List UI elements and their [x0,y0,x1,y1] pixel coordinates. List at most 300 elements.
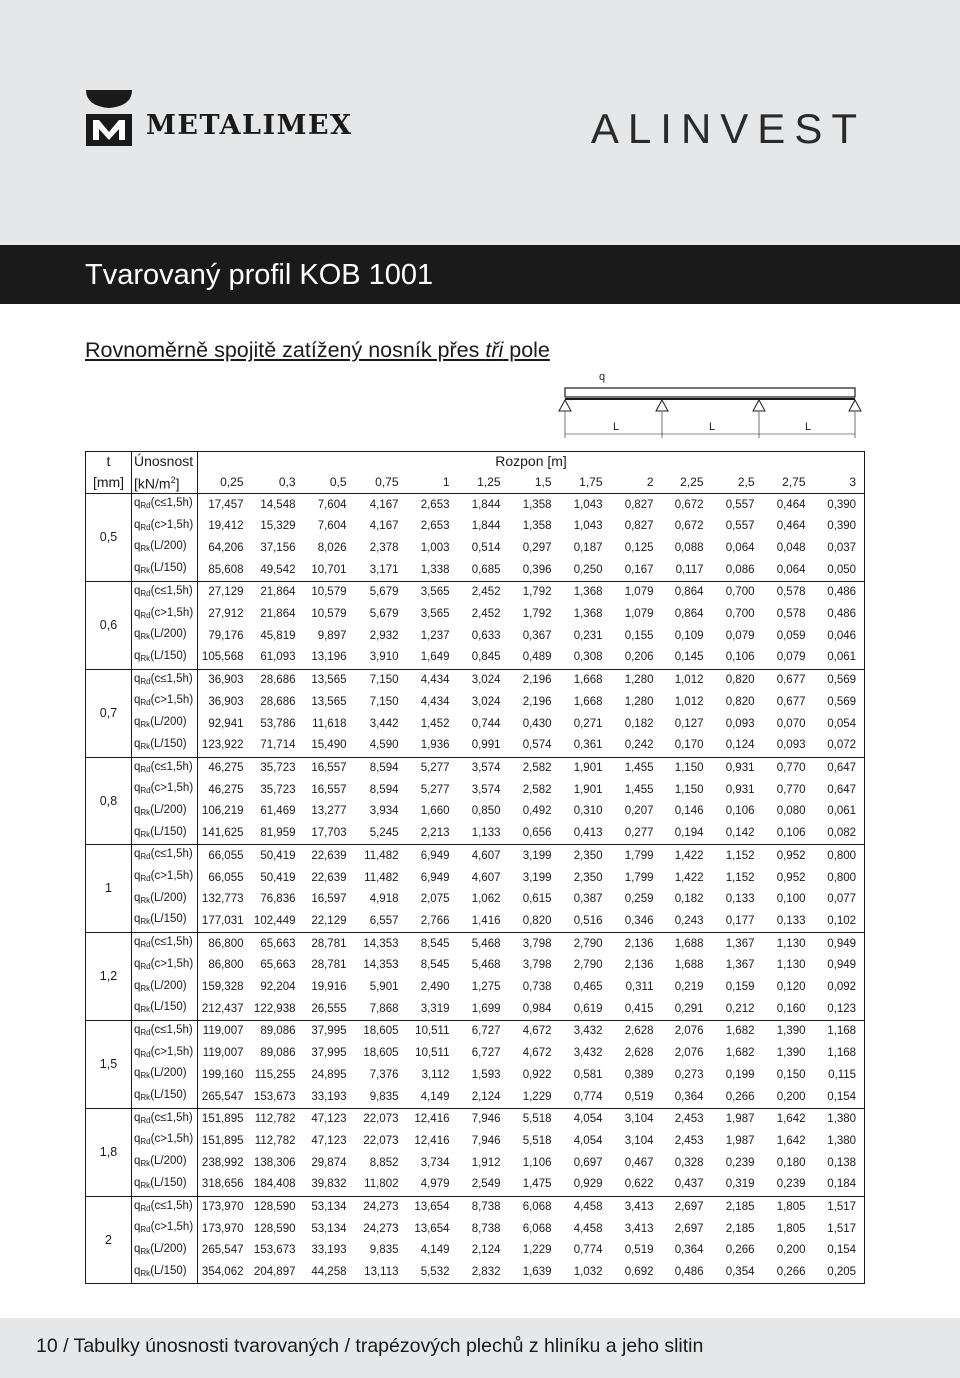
table-row [86,801,865,823]
value-cell: 2,453 [674,1113,704,1126]
value-cell: 0,615 [522,893,552,906]
value-cell: 0,048 [776,541,806,554]
value-cell: 1,792 [522,608,552,621]
footer-text: 10 / Tabulky únosnosti tvarovaných / trapézových plechů z hliníku a jeho slitin [36,1335,704,1357]
value-cell: 16,597 [311,893,347,906]
value-cell: 2,932 [369,629,399,642]
value-cell: 0,700 [725,608,755,621]
value-cell: 3,024 [471,695,501,708]
value-cell: 0,239 [725,1156,755,1169]
value-cell: 10,579 [311,586,347,599]
value-cell: 0,145 [662,647,712,669]
value-cell: 318,656 [198,1174,252,1196]
value-cell: 1,422 [674,871,704,884]
value-cell: 2,628 [624,1047,654,1060]
span-header-cell: 0,75 [355,471,407,494]
value-cell: 0,106 [725,805,755,818]
value-cell: 119,007 [202,1025,244,1038]
value-cell: 2,136 [624,959,654,972]
value-cell: 1,003 [420,541,450,554]
value-cell: 4,607 [471,871,501,884]
value-cell: 7,376 [369,1068,399,1081]
value-cell: 1,367 [725,959,755,972]
value-cell: 4,979 [407,1174,458,1196]
table-row [86,1086,865,1108]
table-row [86,933,865,955]
value-cell: 0,061 [814,647,865,669]
value-cell: 1,062 [471,893,501,906]
value-cell: 0,125 [624,541,654,554]
value-cell: 2,075 [420,893,450,906]
value-cell: 173,970 [201,1201,244,1214]
value-cell: 0,146 [674,805,704,818]
value-cell: 0,697 [573,1156,603,1169]
capacity-label-cell: $q_{Rk}(L/200)$ [132,977,198,999]
value-cell: 1,422 [674,849,704,862]
capacity-label-cell: $q_{Rd}(c\le 1,5h)$ [132,933,198,955]
value-cell: 0,931 [725,762,755,774]
value-cell: 2,549 [458,1174,509,1196]
value-cell: 6,949 [420,871,450,884]
value-cell: 22,639 [311,849,347,862]
value-cell: 2,653 [420,498,450,511]
value-cell: 2,124 [458,1086,509,1108]
value-cell: 71,714 [252,735,304,757]
value-cell: 0,207 [624,805,654,818]
value-cell: 0,557 [725,520,755,533]
value-cell: 1,682 [725,1047,755,1060]
value-cell: 22,639 [311,871,347,884]
support-3-icon [753,400,765,411]
value-cell: 2,582 [522,783,552,796]
value-cell: 0,827 [624,498,654,511]
value-cell: 3,413 [624,1222,654,1235]
value-cell: 0,182 [624,717,654,730]
table-row [86,1043,865,1065]
thickness-cell: 0,8 [86,757,132,845]
value-cell: 0,569 [814,669,865,691]
value-cell: 1,844 [471,520,501,533]
value-cell: 13,654 [414,1222,450,1235]
value-cell: 0,037 [814,537,865,559]
value-cell: 112,782 [254,1113,296,1126]
value-cell: 0,581 [573,1068,603,1081]
capacity-label-cell: $q_{Rd}(c>1,5h)$ [132,516,198,538]
value-cell: 1,032 [560,1262,611,1284]
value-cell: 0,931 [725,783,755,796]
value-cell: 1,517 [814,1196,865,1218]
value-cell: 66,055 [208,849,244,862]
span-header-cell: 2,75 [763,471,814,494]
value-cell: 0,277 [611,823,662,845]
value-cell: 0,079 [725,629,755,642]
value-cell: 7,150 [369,695,399,708]
value-cell: 19,412 [208,520,244,533]
value-cell: 1,987 [725,1134,755,1147]
value-cell: 0,250 [560,559,611,581]
span-header-cell: 1,75 [560,471,611,494]
value-cell: 36,903 [208,674,244,687]
capacity-label-cell: $q_{Rd}(c>1,5h)$ [132,691,198,713]
value-cell: 1,912 [471,1156,501,1169]
value-cell: 37,995 [311,1047,347,1060]
value-cell: 1,799 [624,871,654,884]
value-cell: 0,486 [662,1262,712,1284]
value-cell: 14,353 [363,959,399,972]
value-cell: 66,055 [208,871,244,884]
value-cell: 17,703 [304,823,355,845]
table-row [86,691,865,713]
value-cell: 2,452 [471,586,501,599]
value-cell: 4,434 [420,695,450,708]
value-cell: 1,936 [407,735,458,757]
table-row [86,1174,865,1196]
capacity-label-cell: $q_{Rk}(L/200)$ [132,1064,198,1086]
value-cell: 1,368 [573,586,603,599]
thickness-cell: 1 [86,845,132,933]
capacity-label-cell: $q_{Rk}(L/150)$ [132,823,198,845]
value-cell: 18,605 [363,1047,399,1060]
value-cell: 3,934 [369,805,399,818]
value-cell: 1,452 [420,717,450,730]
value-cell: 0,133 [763,910,814,932]
value-cell: 3,442 [369,717,399,730]
value-cell: 22,073 [363,1113,399,1126]
value-cell: 184,408 [252,1174,304,1196]
capacity-label-cell: $q_{Rk}(L/150)$ [132,735,198,757]
value-cell: 3,104 [624,1134,654,1147]
capacity-label-cell: $q_{Rd}(c>1,5h)$ [132,604,198,626]
span-header-cell: 1,25 [458,471,509,494]
value-cell: 3,910 [355,647,407,669]
value-cell: 27,129 [208,586,244,599]
value-cell: 2,790 [573,937,603,950]
capacity-label-cell: $q_{Rk}(L/150)$ [132,1262,198,1284]
value-cell: 0,619 [560,998,611,1020]
value-cell: 6,727 [471,1025,501,1038]
header-capacity: Únosnost [132,452,198,471]
table-row [86,494,865,516]
value-cell: 0,465 [573,981,603,994]
value-cell: 11,482 [364,871,399,884]
value-cell: 123,922 [198,735,252,757]
value-cell: 6,949 [420,849,450,862]
value-cell: 6,068 [522,1201,552,1214]
value-cell: 0,430 [522,717,552,730]
value-cell: 0,291 [662,998,712,1020]
value-cell: 28,781 [311,959,347,972]
value-cell: 1,229 [509,1086,560,1108]
table-row [86,1020,865,1042]
value-cell: 115,255 [254,1068,296,1081]
value-cell: 1,280 [624,695,654,708]
value-cell: 0,770 [776,783,806,796]
page-title: Tvarovaný profil KOB 1001 [85,259,434,291]
capacity-label-cell: $q_{Rk}(L/200)$ [132,1152,198,1174]
value-cell: 2,350 [573,849,603,862]
title-bar [0,245,960,304]
value-cell: 1,358 [522,498,552,511]
value-cell: 3,574 [471,762,501,774]
value-cell: 11,618 [312,717,347,730]
value-cell: 0,219 [674,981,704,994]
value-cell: 1,642 [776,1113,806,1126]
value-cell: 4,054 [573,1113,603,1126]
value-cell: 265,547 [201,1244,244,1257]
value-cell: 102,449 [252,910,304,932]
value-cell: 0,046 [814,625,865,647]
value-cell: 0,266 [712,1086,763,1108]
subtitle-before: Rovnoměrně spojitě zatížený nosník přes [85,338,486,362]
value-cell: 0,271 [573,717,603,730]
value-cell: 5,679 [369,608,399,621]
value-cell: 89,086 [260,1025,296,1038]
value-cell: 0,492 [522,805,552,818]
value-cell: 1,593 [471,1068,501,1081]
span-label-2: L [709,421,716,433]
table-row [86,955,865,977]
value-cell: 153,673 [253,1244,296,1257]
table-row [86,604,865,626]
span-header-cell: 0,25 [198,471,252,494]
value-cell: 47,123 [311,1113,347,1126]
value-cell: 8,738 [471,1222,501,1235]
value-cell: 29,874 [311,1156,347,1169]
value-cell: 16,557 [311,783,347,796]
value-cell: 0,390 [814,516,865,538]
value-cell: 119,007 [202,1047,244,1060]
value-cell: 0,850 [471,805,501,818]
value-cell: 2,452 [471,608,501,621]
value-cell: 2,453 [674,1134,704,1147]
support-4-icon [849,400,861,411]
value-cell: 0,519 [611,1086,662,1108]
value-cell: 1,150 [674,783,704,796]
value-cell: 35,723 [260,762,296,774]
value-cell: 0,744 [471,717,501,730]
value-cell: 0,574 [509,735,560,757]
value-cell: 354,062 [198,1262,252,1284]
table-row [86,823,865,845]
value-cell: 0,622 [611,1174,662,1196]
section-subtitle [85,338,550,363]
value-cell: 5,679 [369,586,399,599]
value-cell: 3,432 [573,1047,603,1060]
value-cell: 1,012 [674,674,704,687]
value-cell: 65,663 [260,937,296,950]
capacity-label-cell: $q_{Rd}(c\le 1,5h)$ [132,669,198,691]
table-row [86,1218,865,1240]
capacity-label-cell: $q_{Rk}(L/150)$ [132,647,198,669]
value-cell: 0,820 [725,695,755,708]
capacity-label-cell: $q_{Rk}(L/150)$ [132,1174,198,1196]
value-cell: 33,193 [304,1086,355,1108]
value-cell: 1,043 [573,498,603,511]
table-row [86,1064,865,1086]
value-cell: 0,519 [624,1244,654,1257]
value-cell: 4,149 [420,1244,450,1257]
value-cell: 0,082 [814,823,865,845]
value-cell: 0,061 [814,801,865,823]
value-cell: 2,185 [725,1201,755,1214]
value-cell: 212,437 [198,998,252,1020]
value-cell: 3,798 [522,959,552,972]
value-cell: 0,187 [573,541,603,554]
value-cell: 9,835 [355,1086,407,1108]
value-cell: 0,467 [624,1156,654,1169]
value-cell: 1,229 [522,1244,552,1257]
subtitle-after: pole [503,338,550,362]
table-body [86,494,865,1284]
value-cell: 44,258 [304,1262,355,1284]
value-cell: 10,579 [311,608,347,621]
value-cell: 106,219 [201,805,244,818]
value-cell: 0,328 [674,1156,704,1169]
value-cell: 0,266 [725,1244,755,1257]
value-cell: 11,482 [364,849,399,862]
value-cell: 0,243 [662,910,712,932]
value-cell: 9,835 [369,1244,399,1257]
value-cell: 0,182 [674,893,704,906]
capacity-label-cell: $q_{Rd}(c>1,5h)$ [132,1130,198,1152]
value-cell: 0,200 [763,1086,814,1108]
value-cell: 4,672 [522,1025,552,1038]
table-row [86,910,865,932]
value-cell: 3,112 [421,1068,450,1081]
value-cell: 3,199 [522,849,552,862]
value-cell: 50,419 [260,871,296,884]
value-cell: 86,800 [208,959,244,972]
value-cell: 0,413 [560,823,611,845]
value-cell: 3,024 [471,674,501,687]
value-cell: 3,565 [420,586,450,599]
value-cell: 0,864 [674,608,704,621]
value-cell: 2,136 [624,937,654,950]
table-row [86,1262,865,1284]
value-cell: 1,367 [725,937,755,950]
value-cell: 0,672 [674,498,704,511]
value-cell: 1,987 [725,1113,755,1126]
value-cell: 24,273 [363,1201,399,1214]
capacity-label-cell: $q_{Rk}(L/200)$ [132,889,198,911]
value-cell: 8,594 [369,762,399,774]
value-cell: 6,727 [471,1047,501,1060]
value-cell: 0,774 [573,1244,603,1257]
value-cell: 0,820 [509,910,560,932]
table-row [86,669,865,691]
value-cell: 49,542 [252,559,304,581]
table-row [86,516,865,538]
value-cell: 0,367 [522,629,552,642]
support-2-icon [656,400,668,411]
value-cell: 0,180 [776,1156,806,1169]
value-cell: 0,952 [776,849,806,862]
value-cell: 1,130 [776,959,806,972]
value-cell: 0,059 [776,629,806,642]
value-cell: 5,901 [369,981,399,994]
value-cell: 1,799 [624,849,654,862]
value-cell: 3,413 [624,1201,654,1214]
value-cell: 15,490 [304,735,355,757]
value-cell: 4,918 [369,893,399,906]
value-cell: 138,306 [253,1156,296,1169]
value-cell: 1,390 [776,1025,806,1038]
load-label: q [599,371,606,383]
header-t-unit: [mm] [86,471,132,494]
value-cell: 0,677 [776,695,806,708]
value-cell: 28,781 [311,937,347,950]
value-cell: 0,827 [624,520,654,533]
thickness-cell: 0,5 [86,494,132,582]
span-header-cell: 1,5 [509,471,560,494]
value-cell: 0,346 [611,910,662,932]
table-row [86,845,865,867]
footer [0,1318,960,1378]
value-cell: 0,102 [814,910,865,932]
value-cell: 0,200 [776,1244,806,1257]
value-cell: 0,656 [509,823,560,845]
value-cell: 0,273 [674,1068,704,1081]
value-cell: 53,134 [311,1201,347,1214]
value-cell: 37,156 [260,541,296,554]
span-label-3: L [805,421,812,433]
value-cell: 0,738 [522,981,552,994]
table-row [86,1152,865,1174]
value-cell: 0,297 [522,541,552,554]
span-header-cell: 2,25 [662,471,712,494]
thickness-cell: 2 [86,1196,132,1284]
value-cell: 36,903 [208,695,244,708]
value-cell: 1,338 [407,559,458,581]
value-cell: 4,167 [369,520,399,533]
value-cell: 2,697 [674,1201,704,1214]
value-cell: 1,012 [674,695,704,708]
value-cell: 1,455 [624,783,654,796]
value-cell: 0,633 [471,629,501,642]
value-cell: 1,639 [509,1262,560,1284]
value-cell: 0,647 [814,779,865,801]
value-cell: 7,946 [471,1113,501,1126]
value-cell: 0,845 [458,647,509,669]
value-cell: 2,697 [674,1222,704,1235]
value-cell: 0,106 [763,823,814,845]
capacity-label-cell: $q_{Rd}(c>1,5h)$ [132,779,198,801]
value-cell: 24,895 [311,1068,347,1081]
value-cell: 50,419 [260,849,296,862]
capacity-label-cell: $q_{Rd}(c>1,5h)$ [132,1218,198,1240]
value-cell: 3,798 [522,937,552,950]
value-cell: 76,836 [260,893,296,906]
value-cell: 1,844 [471,498,501,511]
value-cell: 0,266 [763,1262,814,1284]
value-cell: 0,354 [712,1262,763,1284]
value-cell: 128,590 [253,1222,296,1235]
value-cell: 0,167 [611,559,662,581]
value-cell: 0,064 [763,559,814,581]
value-cell: 0,396 [509,559,560,581]
value-cell: 1,368 [573,608,603,621]
value-cell: 4,607 [471,849,501,862]
value-cell: 3,319 [407,998,458,1020]
value-cell: 0,437 [662,1174,712,1196]
value-cell: 0,077 [814,889,865,911]
value-cell: 86,800 [208,937,244,950]
value-cell: 0,364 [662,1086,712,1108]
value-cell: 1,901 [573,762,603,774]
value-cell: 24,273 [363,1222,399,1235]
value-cell: 151,895 [201,1113,244,1126]
value-cell: 4,458 [573,1222,603,1235]
